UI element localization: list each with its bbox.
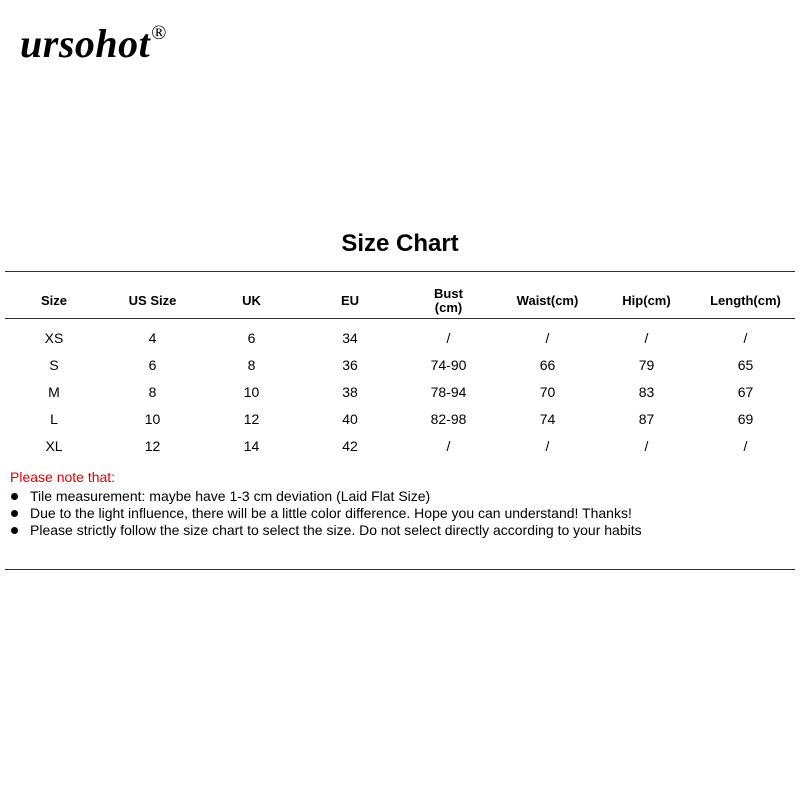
page-title: Size Chart: [341, 230, 459, 257]
header-uk: UK: [242, 293, 261, 308]
cell-eu: 40: [342, 410, 358, 427]
list-item: [10, 488, 642, 505]
cell-hip: /: [644, 437, 649, 454]
bullet-icon: [11, 510, 18, 517]
cell-hip: 79: [638, 356, 655, 373]
cell-uk: 12: [243, 410, 260, 427]
notes-heading: Please note that:: [10, 469, 116, 485]
cell-us-size: 10: [144, 410, 161, 427]
cell-us-size: 4: [148, 329, 157, 346]
cell-uk: 14: [243, 437, 260, 454]
cell-hip: /: [644, 329, 649, 346]
table-row: [5, 318, 795, 351]
cell-uk: 10: [243, 383, 260, 400]
divider-top: [5, 271, 795, 272]
cell-waist: /: [545, 437, 550, 454]
cell-us-size: 8: [148, 383, 157, 400]
cell-bust: 78-94: [430, 383, 467, 400]
size-table: [5, 284, 795, 459]
cell-hip: 87: [638, 410, 655, 427]
cell-uk: 8: [247, 356, 256, 373]
notes-section: [10, 468, 642, 539]
cell-bust: 82-98: [430, 410, 467, 427]
brand-name: ursohot: [20, 21, 151, 66]
cell-length: 69: [737, 410, 754, 427]
cell-length: 67: [737, 383, 754, 400]
table-row: [5, 378, 795, 405]
cell-waist: /: [545, 329, 550, 346]
divider-bottom: [5, 569, 795, 570]
cell-waist: 70: [539, 383, 556, 400]
header-size: Size: [40, 293, 67, 308]
table-header-row: [5, 284, 795, 318]
cell-us-size: 6: [148, 356, 157, 373]
list-item: [10, 522, 642, 539]
note-text: Due to the light influence, there will be a little color difference. Hope you can understand! Thanks!: [30, 505, 632, 521]
header-waist: Waist(cm): [516, 293, 579, 308]
table-row: [5, 351, 795, 378]
cell-us-size: 12: [144, 437, 161, 454]
cell-waist: 74: [539, 410, 556, 427]
cell-eu: 42: [342, 437, 358, 454]
cell-bust: /: [446, 437, 451, 454]
brand-logo: [20, 14, 167, 81]
list-item: [10, 505, 642, 522]
note-text: Tile measurement: maybe have 1-3 cm deviation (Laid Flat Size): [30, 488, 431, 504]
cell-eu: 38: [342, 383, 358, 400]
header-eu: EU: [340, 293, 360, 308]
header-length: Length(cm): [710, 293, 781, 308]
cell-hip: 83: [638, 383, 655, 400]
cell-uk: 6: [247, 329, 256, 346]
cell-eu: 36: [342, 356, 358, 373]
cell-waist: 66: [539, 356, 556, 373]
cell-length: 65: [737, 356, 754, 373]
header-bust: Bust (cm): [434, 286, 463, 315]
cell-length: /: [743, 437, 748, 454]
cell-bust: /: [446, 329, 451, 346]
cell-size: M: [48, 383, 60, 400]
table-row: [5, 432, 795, 459]
cell-length: /: [743, 329, 748, 346]
table-row: [5, 405, 795, 432]
cell-size: XS: [44, 329, 64, 346]
notes-list: [10, 488, 642, 539]
cell-eu: 34: [342, 329, 358, 346]
note-text: Please strictly follow the size chart to select the size. Do not select directly according to your habits: [30, 522, 642, 538]
header-us-size: US Size: [128, 293, 177, 308]
cell-size: S: [49, 356, 59, 373]
bullet-icon: [11, 527, 18, 534]
cell-size: XL: [45, 437, 63, 454]
header-hip: Hip(cm): [622, 293, 671, 308]
registered-mark: ®: [151, 22, 167, 44]
cell-size: L: [50, 410, 58, 427]
bullet-icon: [11, 493, 18, 500]
cell-bust: 74-90: [430, 356, 467, 373]
